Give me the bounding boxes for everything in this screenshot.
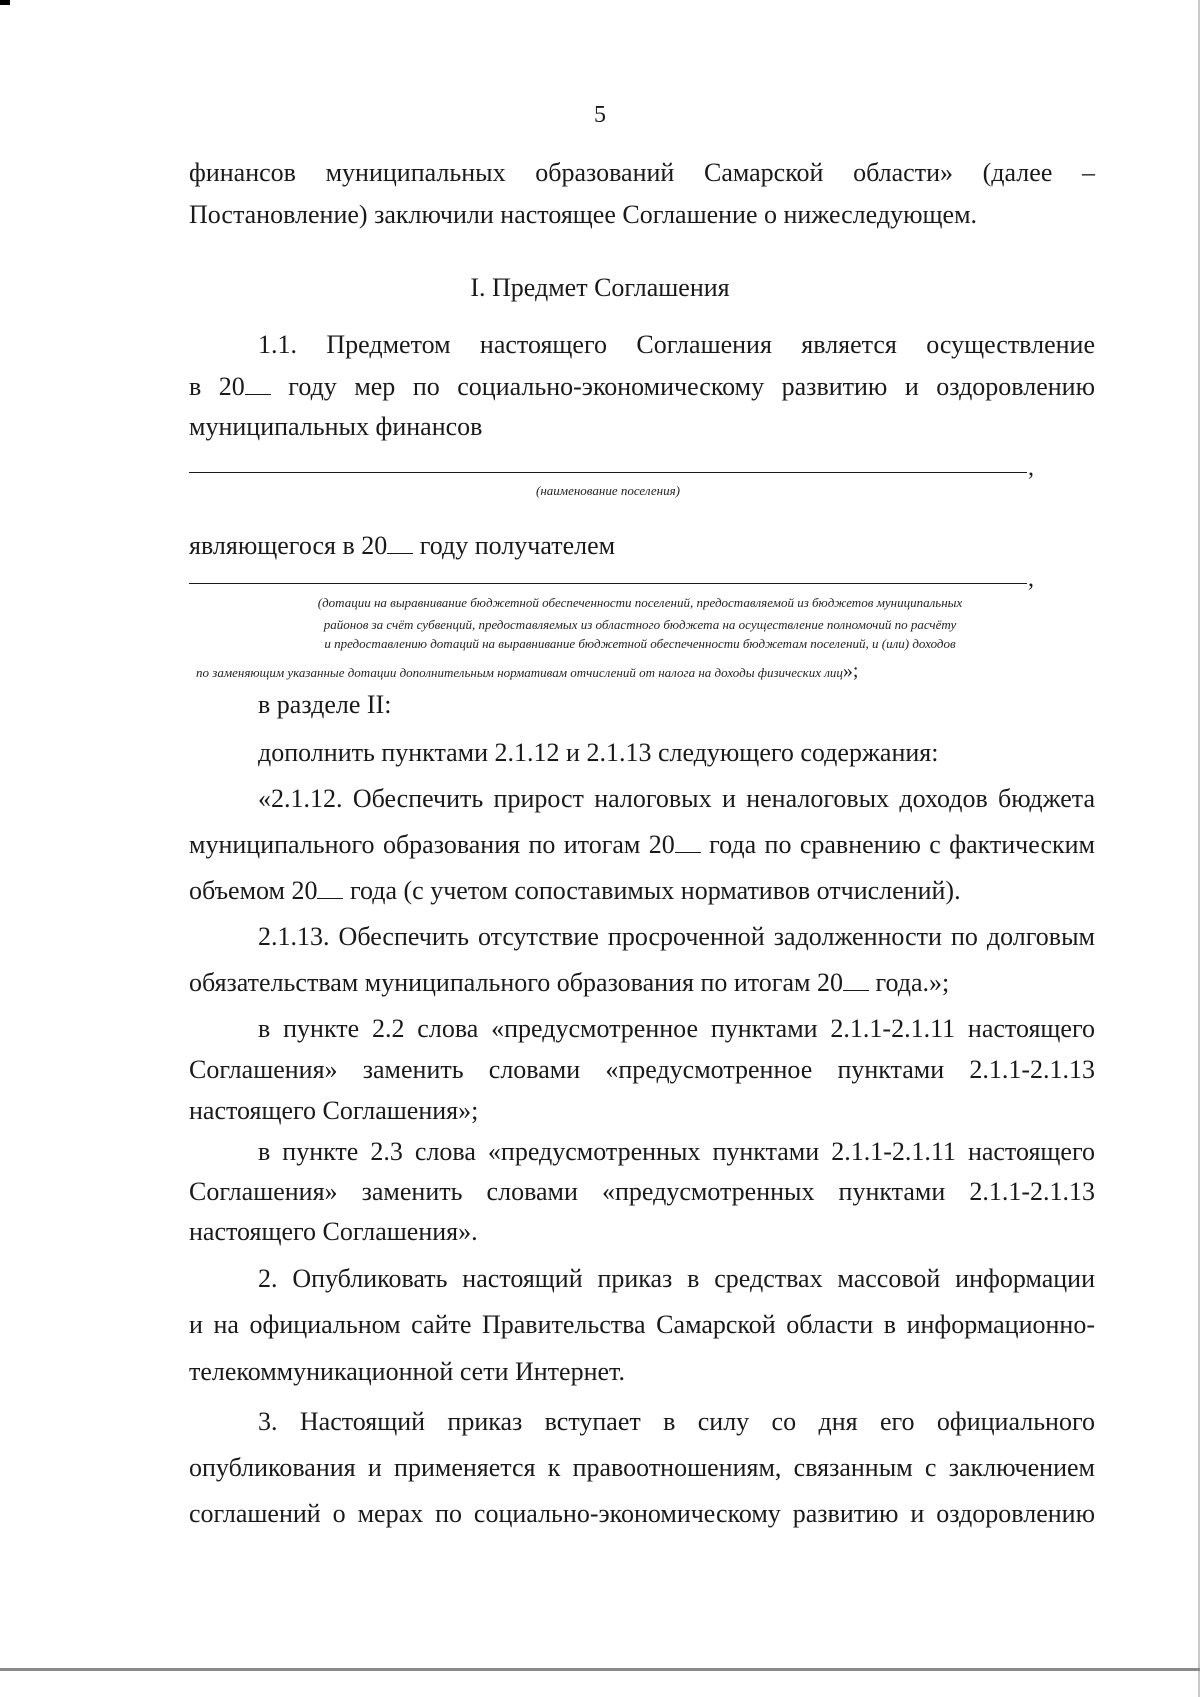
subsidy-caption-line-1: (дотации на выравнивание бюджетной обеспеченности поселений, предоставляемой из бюджетов муниципальных bbox=[317, 595, 963, 610]
add-points-line: дополнить пунктами 2.1.12 и 2.1.13 следующего содержания: bbox=[258, 738, 939, 767]
item-3-line-2: опубликования и применяется к правоотношениям, связанным с заключением bbox=[189, 1453, 1095, 1482]
comma: , bbox=[1028, 455, 1034, 481]
scan-corner-mark bbox=[0, 0, 10, 5]
settlement-name-fill-line bbox=[189, 472, 1027, 473]
settlement-caption: (наименование поселения) bbox=[536, 483, 680, 498]
text-fragment: году мер по социально-экономическому развитию и оздоровлению bbox=[270, 372, 1095, 401]
p-2-3-line-3: настоящего Соглашения». bbox=[189, 1217, 478, 1246]
year-blank bbox=[843, 970, 869, 991]
p-2-1-12-line-1: «2.1.12. Обеспечить прирост налоговых и неналоговых доходов бюджета bbox=[258, 784, 1095, 813]
section-ii-line: в разделе II: bbox=[258, 690, 392, 719]
intro-line-2: Постановление) заключили настоящее Соглашение о нижеследующем. bbox=[189, 200, 978, 229]
p-2-2-line-3: настоящего Соглашения»; bbox=[189, 1096, 479, 1125]
p-2-1-13-line-1: 2.1.13. Обеспечить отсутствие просроченной задолженности по долговым bbox=[258, 922, 1095, 951]
section-title: I. Предмет Соглашения bbox=[470, 273, 730, 302]
text-fragment: году получателем bbox=[413, 531, 616, 560]
p-2-1-12-line-2 bbox=[189, 830, 1095, 860]
text-fragment: обязательствам муниципального образования по итогам 20 bbox=[189, 968, 843, 997]
year-blank bbox=[675, 832, 701, 853]
p-2-2-line-1: в пункте 2.2 слова «предусмотренное пунктами 2.1.1-2.1.11 настоящего bbox=[258, 1014, 1095, 1043]
item-3-line-3: соглашений о мерах по социально-экономическому развитию и оздоровлению bbox=[189, 1499, 1095, 1528]
subsidy-caption-line-2: районов за счёт субвенций, предоставляемых из областного бюджета на осуществление полномочий по расчёту bbox=[323, 617, 957, 632]
subsidy-caption-line-3: и предоставлению дотаций на выравнивание бюджетной обеспеченности бюджетам поселений, и (или) доходов bbox=[324, 636, 956, 651]
item-2-line-3: телекоммуникационной сети Интернет. bbox=[189, 1357, 625, 1386]
text-fragment: в 20 bbox=[189, 372, 245, 401]
intro-line-1: финансов муниципальных образований Самарской области» (далее – bbox=[189, 158, 1095, 187]
p-2-3-line-2: Соглашения» заменить словами «предусмотренных пунктами 2.1.1-2.1.13 bbox=[189, 1177, 1095, 1206]
year-blank bbox=[317, 878, 343, 899]
recipient-line bbox=[189, 531, 1095, 561]
p-2-2-line-2: Соглашения» заменить словами «предусмотренное пунктами 2.1.1-2.1.13 bbox=[189, 1055, 1095, 1084]
text-fragment: года (с учетом сопоставимых нормативов отчислений). bbox=[343, 876, 961, 905]
subsidy-fill-line bbox=[189, 583, 1027, 584]
year-blank bbox=[387, 533, 413, 554]
item-3-line-1: 3. Настоящий приказ вступает в силу со дня его официального bbox=[258, 1407, 1095, 1436]
item-2-line-1: 2. Опубликовать настоящий приказ в средствах массовой информации bbox=[258, 1264, 1095, 1293]
text-fragment: года по сравнению с фактическим bbox=[700, 830, 1095, 859]
year-blank bbox=[245, 374, 271, 395]
page-number: 5 bbox=[594, 102, 606, 128]
text-fragment: являющегося в 20 bbox=[189, 531, 388, 560]
clause-1-1-line-3: муниципальных финансов bbox=[189, 412, 483, 441]
p-2-3-line-1: в пункте 2.3 слова «предусмотренных пунктами 2.1.1-2.1.11 настоящего bbox=[258, 1137, 1095, 1166]
text-fragment: муниципального образования по итогам 20 bbox=[189, 830, 675, 859]
text-fragment: года.»; bbox=[868, 968, 950, 997]
p-2-1-12-line-3 bbox=[189, 876, 1095, 906]
page-bottom-edge bbox=[0, 1668, 1200, 1671]
text-fragment: по заменяющим указанные дотации дополнительным нормативам отчислений от налога на доходы физических лиц bbox=[196, 665, 843, 680]
text-fragment: объемом 20 bbox=[189, 876, 318, 905]
item-2-line-2: и на официальном сайте Правительства Самарской области в информационно- bbox=[189, 1310, 1095, 1339]
subsidy-caption-line-4 bbox=[196, 660, 859, 682]
clause-1-1-line-1: 1.1. Предметом настоящего Соглашения является осуществление bbox=[258, 330, 1095, 359]
clause-1-1-line-2 bbox=[189, 372, 1095, 402]
p-2-1-13-line-2 bbox=[189, 968, 1095, 998]
closing-quote: »; bbox=[842, 660, 859, 682]
comma: , bbox=[1028, 566, 1034, 592]
